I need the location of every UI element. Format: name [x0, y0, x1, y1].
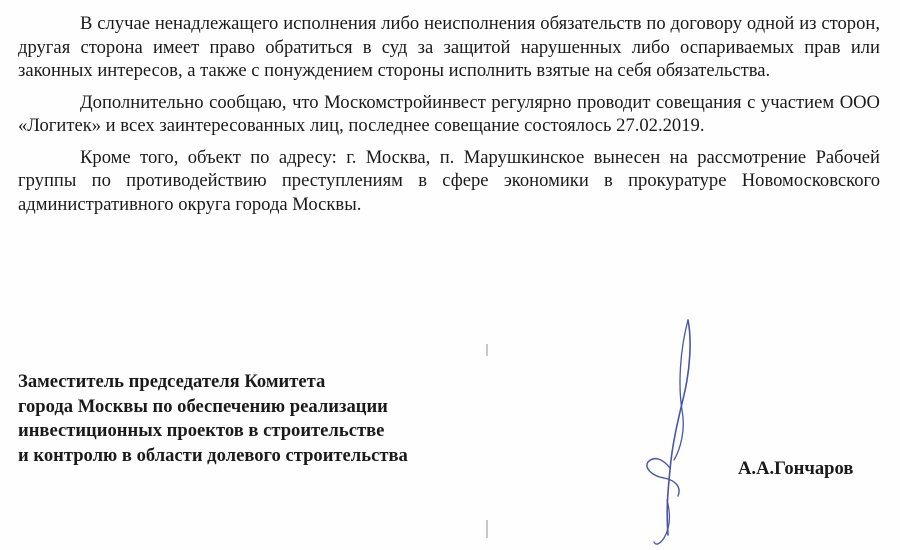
signatory-title-line: города Москвы по обеспечению реализации	[18, 395, 388, 417]
signer-name: А.А.Гончаров	[738, 458, 854, 479]
handwritten-signature	[630, 310, 730, 550]
scan-artifact-mark	[486, 344, 488, 356]
signatory-title-line: Заместитель председателя Комитета	[18, 371, 326, 392]
signature-stroke	[667, 320, 690, 535]
signatory-title-line: и контролю в области долевого строительства	[18, 444, 408, 466]
scan-artifact-mark	[486, 520, 488, 538]
signature-stroke	[647, 459, 679, 496]
signatory-title-line: инвестиционных проектов в строительстве	[18, 420, 385, 441]
signatory-title	[18, 370, 538, 468]
paragraph-meetings: Дополнительно сообщаю, что Москомстройинвест регулярно проводит совещания с участием ООО «Логитек» и всех заинтересованных лиц, последнее совещание состоялось 27.02.2019.	[18, 91, 880, 136]
letter-body	[18, 12, 880, 224]
paragraph-court-remedy: В случае ненадлежащего исполнения либо неисполнения обязательств по договору одной из сторон, другая сторона имеет право обратиться в суд за защитой нарушенных либо оспариваемых прав или законных интересов, а также с понуждением стороны исполнить взятые на себя обязательства.	[18, 13, 880, 81]
paragraph-working-group: Кроме того, объект по адресу: г. Москва, п. Марушкинское вынесен на рассмотрение Рабочей группы по противодействию преступлениям в сфере экономики в прокуратуре Новомосковского административного округа города Москвы.	[18, 146, 880, 215]
